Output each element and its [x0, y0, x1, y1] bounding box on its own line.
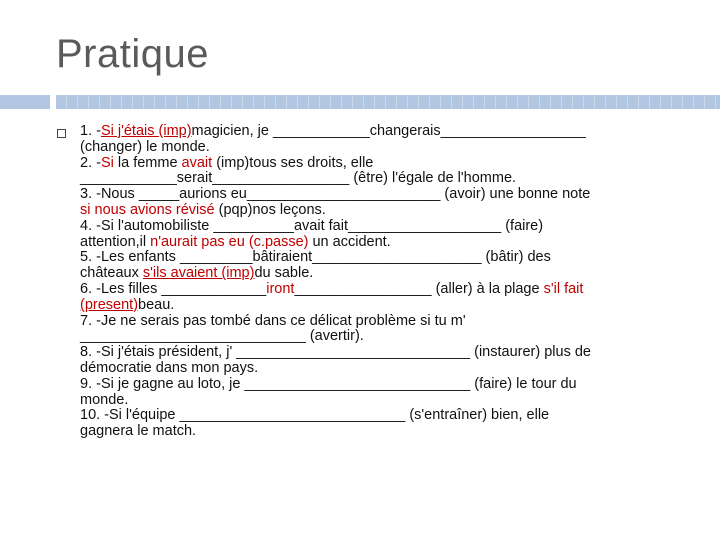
text: gagnera le match. [80, 423, 197, 440]
text: 5. -Les enfants _________bâtiraient_____________________ (bâtir) des [80, 249, 551, 266]
highlight: s'il fait [543, 280, 584, 297]
text: 8. -Si j'étais président, j' _____________________________ (instaurer) plus de [80, 344, 591, 361]
text: 1. - [80, 123, 101, 139]
text: démocratie dans mon pays. [80, 359, 259, 376]
header-accent-bar-left [0, 95, 50, 109]
text: beau. [138, 296, 175, 313]
exercise-line-5 [80, 250, 690, 282]
exercise-line-2 [80, 156, 690, 188]
highlight: (present) [80, 296, 139, 313]
exercise-line-1 [80, 124, 690, 156]
text: 9. -Si je gagne au loto, je ____________________________ (faire) le tour du [80, 375, 577, 392]
slide-title: Pratique [56, 32, 209, 76]
square-bullet-icon [57, 129, 66, 138]
exercise-line-6 [80, 282, 690, 314]
text: (imp)tous ses droits, elle [212, 154, 374, 171]
exercise-line-3 [80, 187, 690, 219]
text: 6. -Les filles _____________ [80, 280, 267, 297]
highlight: si nous avions révisé [80, 201, 215, 218]
text: châteaux [80, 265, 143, 282]
text: la femme [113, 154, 182, 171]
exercise-line-10 [80, 408, 690, 440]
highlight: iront [266, 280, 295, 297]
highlight: s'ils avaient (imp) [142, 265, 255, 282]
text: ____________serait_________________ (être) l'égale de l'homme. [80, 170, 517, 187]
text: 4. -Si l'automobiliste __________avait fait___________________ (faire) [80, 217, 544, 234]
text: (changer) le monde. [80, 138, 210, 155]
text: 10. -Si l'équipe ____________________________ (s'entraîner) bien, elle [80, 407, 550, 424]
text: 2. - [80, 154, 101, 171]
text: _________________ (aller) à la plage [294, 280, 544, 297]
header-accent-bar [56, 95, 720, 109]
text: monde. [80, 391, 129, 408]
text: 7. -Je ne serais pas tombé dans ce délicat problème si tu m' [80, 312, 466, 329]
text: (pqp)nos leçons. [214, 201, 326, 218]
text: un accident. [308, 233, 391, 250]
text: 3. -Nous _____aurions eu________________________ (avoir) une bonne note [80, 186, 591, 203]
exercise-text [80, 124, 690, 440]
exercise-line-8 [80, 345, 690, 377]
text: du sable. [254, 265, 314, 282]
highlight: Si [100, 154, 114, 171]
highlight: n'aurait pas eu (c.passe) [150, 233, 309, 250]
text: ____________________________ (avertir). [80, 328, 364, 345]
text: magicien, je ____________changerais__________________ [191, 123, 586, 139]
highlight: Si j'étais (imp) [100, 123, 192, 139]
exercise-line-4 [80, 219, 690, 251]
highlight: avait [181, 154, 213, 171]
exercise-line-7 [80, 314, 690, 346]
exercise-line-9 [80, 377, 690, 409]
text: attention,il [80, 233, 151, 250]
